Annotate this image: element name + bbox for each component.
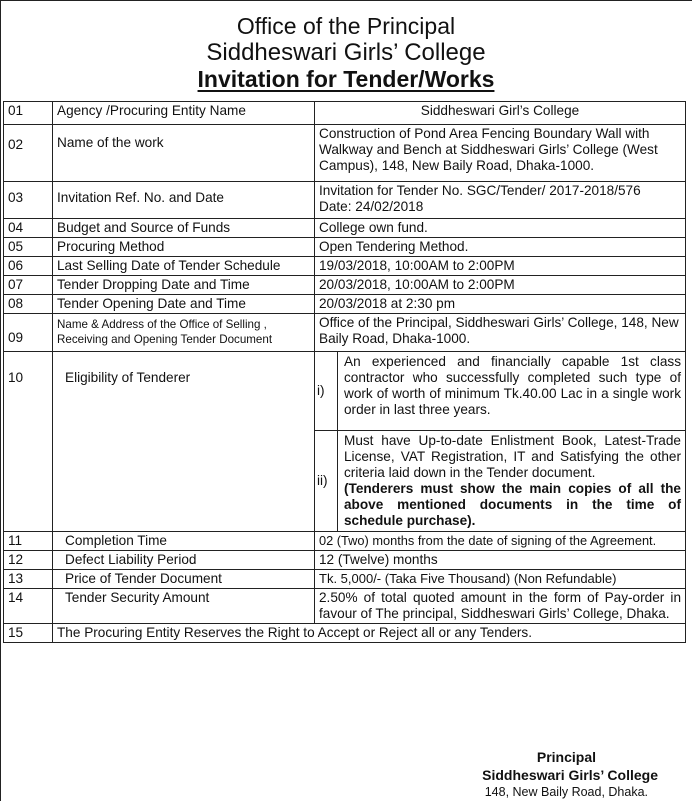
invitation-date: Date: 24/02/2018 bbox=[319, 199, 424, 214]
row-value: The Procuring Entity Reserves the Right to Accept or Reject all or any Tenders. bbox=[53, 623, 686, 642]
row-label: Agency /Procuring Entity Name bbox=[53, 102, 315, 125]
row-value: Office of the Principal, Siddheswari Girls’ College, 148, New Baily Road, Dhaka-1000. bbox=[315, 314, 686, 352]
row-number: 05 bbox=[4, 238, 53, 257]
row-label: Tender Dropping Date and Time bbox=[53, 276, 315, 295]
row-value: Construction of Pond Area Fencing Boundary Wall with Walkway and Bench at Siddheswari Girls’ College (West Campus), 148, New Baily Road, Dhaka-1000. bbox=[315, 125, 686, 182]
row-value: Tk. 5,000/- (Taka Five Thousand) (Non Refundable) bbox=[315, 569, 686, 588]
row-label: Price of Tender Document bbox=[53, 569, 315, 588]
row-label: Invitation Ref. No. and Date bbox=[53, 182, 315, 219]
row-label: Name of the work bbox=[53, 125, 315, 182]
table-row bbox=[4, 588, 686, 623]
table-row bbox=[4, 352, 686, 532]
table-row bbox=[4, 238, 686, 257]
table-row bbox=[4, 295, 686, 314]
row-number: 02 bbox=[4, 125, 53, 182]
table-row bbox=[4, 182, 686, 219]
table-row bbox=[4, 531, 686, 550]
row-number: 14 bbox=[4, 588, 53, 623]
row-label: Completion Time bbox=[53, 531, 315, 550]
row-value bbox=[315, 182, 686, 219]
row-label: Name & Address of the Office of Selling , Receiving and Opening Tender Document bbox=[53, 314, 315, 352]
tender-title: Invitation for Tender/Works bbox=[197, 66, 495, 92]
row-number: 01 bbox=[4, 102, 53, 125]
eligibility-item bbox=[315, 430, 685, 531]
row-number: 15 bbox=[4, 623, 53, 642]
signature-title: Principal bbox=[536, 749, 596, 765]
table-row bbox=[4, 314, 686, 352]
row-value: 20/03/2018 at 2:30 pm bbox=[315, 295, 686, 314]
row-label: Tender Opening Date and Time bbox=[53, 295, 315, 314]
table-row bbox=[4, 125, 686, 182]
row-number: 09 bbox=[4, 314, 53, 352]
row-value: Siddheswari Girl’s College bbox=[315, 102, 686, 125]
row-number: 03 bbox=[4, 182, 53, 219]
row-value: 12 (Twelve) months bbox=[315, 550, 686, 569]
item-text: Must have Up-to-date Enlistment Book, Latest-Trade License, VAT Registration, IT and Satisfying the other criteria laid down in the Tender document. bbox=[344, 432, 681, 480]
table-row bbox=[4, 276, 686, 295]
table-row bbox=[4, 623, 686, 642]
row-number: 13 bbox=[4, 569, 53, 588]
item-text: An experienced and financially capable 1st class contractor who successfully completed such type of work of worth of minimum Tk.40.00 Lac in a single work order in last three years. bbox=[344, 354, 681, 417]
row-value: 02 (Two) months from the date of signing of the Agreement. bbox=[315, 531, 686, 550]
row-label: Eligibility of Tenderer bbox=[53, 352, 315, 532]
eligibility-item bbox=[315, 352, 685, 430]
item-notice: (Tenderers must show the main copies of all the above mentioned documents in the time of schedule purchase). bbox=[344, 480, 681, 528]
eligibility-cell bbox=[315, 352, 686, 532]
college-heading: Siddheswari Girls’ College bbox=[206, 39, 486, 66]
item-numeral: i) bbox=[315, 352, 338, 430]
invitation-ref: Invitation for Tender No. SGC/Tender/ 2017-2018/576 bbox=[319, 183, 641, 198]
row-value: Open Tendering Method. bbox=[315, 238, 686, 257]
signature-address: 148, New Baily Road, Dhaka. bbox=[484, 785, 648, 799]
row-number: 10 bbox=[4, 352, 53, 532]
row-number: 06 bbox=[4, 257, 53, 276]
signature-college: Siddheswari Girls’ College bbox=[482, 767, 658, 783]
row-number: 07 bbox=[4, 276, 53, 295]
item-numeral: ii) bbox=[315, 430, 338, 531]
table-row bbox=[4, 102, 686, 125]
row-label: Defect Liability Period bbox=[53, 550, 315, 569]
item-text-block bbox=[338, 430, 686, 531]
tender-table bbox=[3, 101, 686, 643]
row-value: 2.50% of total quoted amount in the form of Pay-order in favour of The principal, Siddheswari Girls’ College, Dhaka. bbox=[315, 588, 686, 623]
table-row bbox=[4, 219, 686, 238]
row-value: 20/03/2018, 10:00AM to 2:00PM bbox=[315, 276, 686, 295]
row-value: College own fund. bbox=[315, 219, 686, 238]
row-number: 12 bbox=[4, 550, 53, 569]
row-value: 19/03/2018, 10:00AM to 2:00PM bbox=[315, 257, 686, 276]
row-number: 04 bbox=[4, 219, 53, 238]
row-number: 11 bbox=[4, 531, 53, 550]
row-label: Budget and Source of Funds bbox=[53, 219, 315, 238]
table-row bbox=[4, 550, 686, 569]
row-label: Tender Security Amount bbox=[53, 588, 315, 623]
office-heading: Office of the Principal bbox=[236, 13, 456, 39]
row-number: 08 bbox=[4, 295, 53, 314]
row-label: Last Selling Date of Tender Schedule bbox=[53, 257, 315, 276]
eligibility-list bbox=[315, 352, 685, 531]
table-row bbox=[4, 257, 686, 276]
table-row bbox=[4, 569, 686, 588]
row-label: Procuring Method bbox=[53, 238, 315, 257]
